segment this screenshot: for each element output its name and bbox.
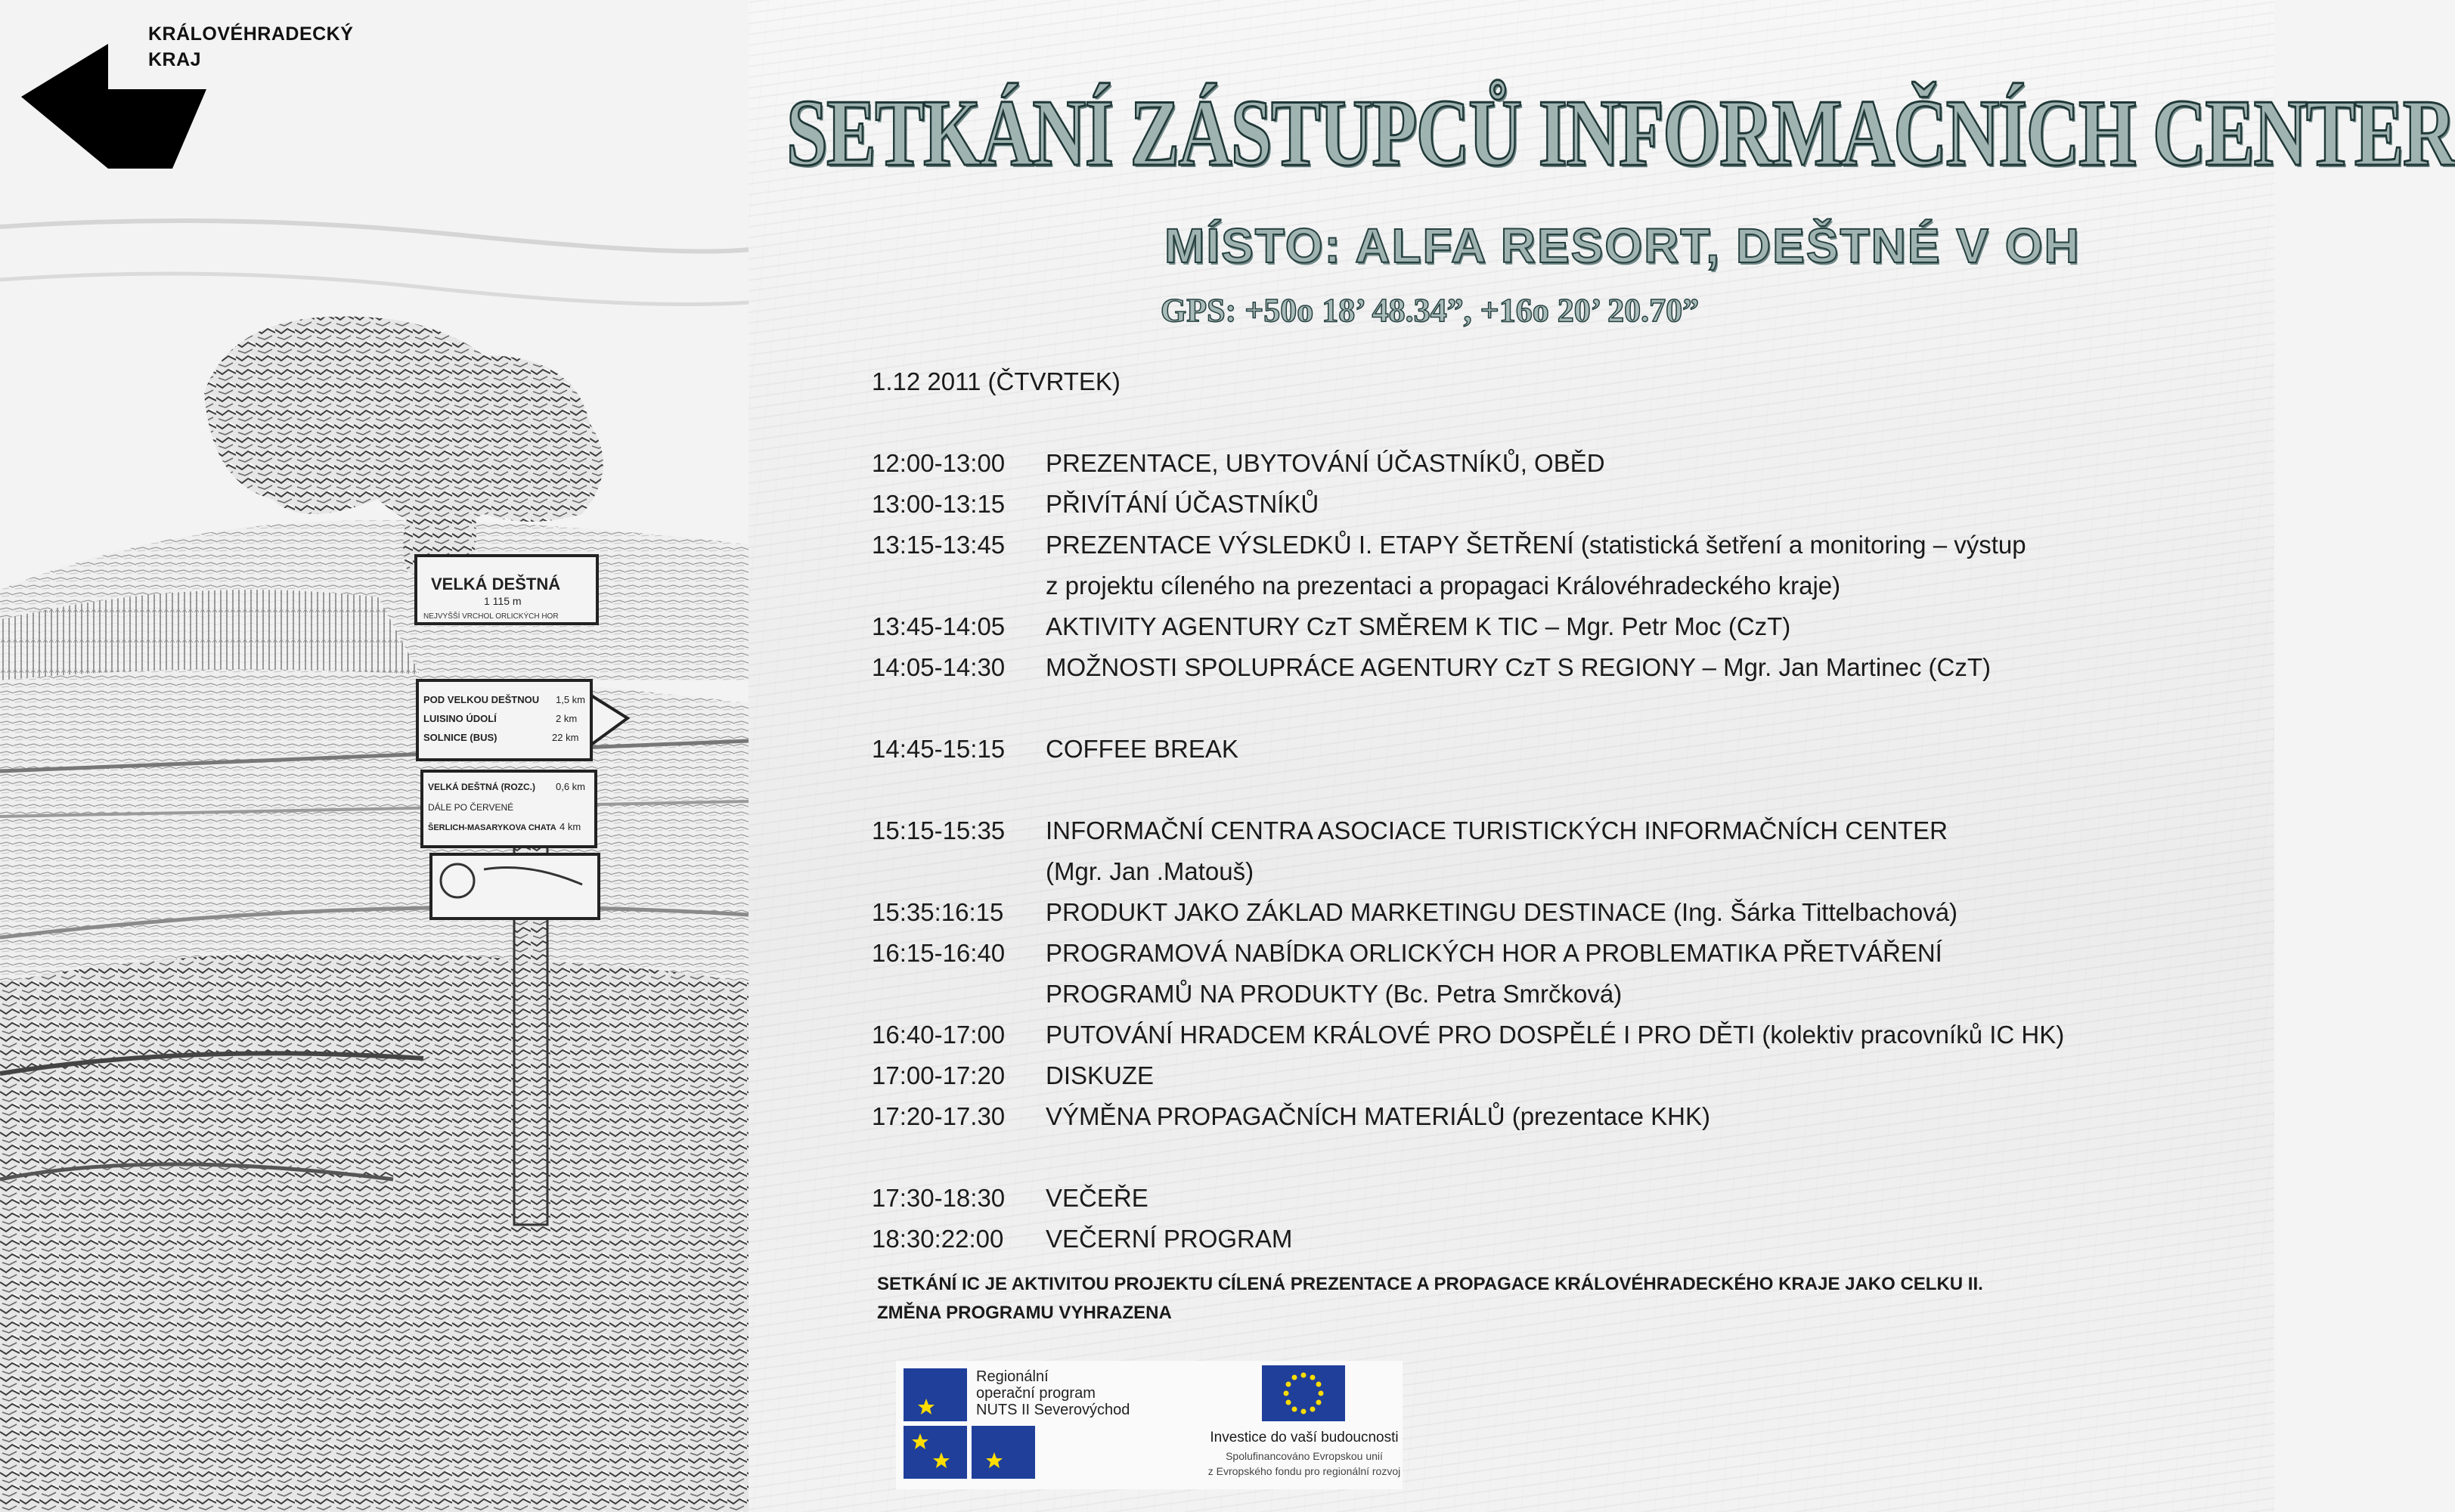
schedule-activity: PROGRAMŮ NA PRODUKTY (Bc. Petra Smrčková) bbox=[1046, 980, 1623, 1008]
trail-sign bbox=[416, 556, 628, 919]
star-icon bbox=[904, 1426, 967, 1479]
schedule-row bbox=[872, 1055, 2248, 1096]
schedule-activity: VEČEŘE bbox=[1046, 1184, 1148, 1212]
eu-cofin-line-2: z Evropského fondu pro regionální rozvoj bbox=[1207, 1465, 1401, 1477]
sign-dest-3: SOLNICE (BUS) bbox=[423, 732, 498, 743]
star-icon bbox=[904, 1368, 967, 1421]
embossed-photo bbox=[0, 0, 749, 1512]
schedule-time: 12:00-13:00 bbox=[872, 449, 1006, 477]
schedule-time: 17:30-18:30 bbox=[872, 1184, 1006, 1212]
schedule-activity: INFORMAČNÍ CENTRA ASOCIACE TURISTICKÝCH INFORMAČNÍCH CENTER bbox=[1046, 816, 1948, 844]
schedule-row bbox=[872, 729, 2248, 770]
schedule-row bbox=[872, 1015, 2248, 1055]
footer-line-1: SETKÁNÍ IC JE AKTIVITOU PROJEKTU CÍLENÁ PREZENTACE A PROPAGACE KRÁLOVÉHRADECKÉHO KRAJE JAKO CELKU II. bbox=[877, 1274, 1983, 1294]
eu-stars-icon bbox=[1262, 1365, 1345, 1421]
schedule-activity: COFFEE BREAK bbox=[1046, 735, 1238, 763]
eu-cofin-line-1: Spolufinancováno Evropskou unií bbox=[1226, 1450, 1383, 1462]
rop-text bbox=[976, 1368, 1130, 1418]
schedule-time: 16:15-16:40 bbox=[872, 939, 1006, 967]
rop-flag-cell bbox=[904, 1426, 967, 1479]
schedule-activity: DISKUZE bbox=[1046, 1061, 1155, 1089]
sign-dest-4: VELKÁ DEŠTNÁ (ROZC.) bbox=[428, 782, 535, 792]
eu-invest-text: Investice do vaší budoucnosti bbox=[1210, 1430, 1399, 1445]
sign-dest-6: ŠERLICH-MASARYKOVA CHATA bbox=[428, 823, 556, 832]
rop-flag-cell bbox=[972, 1426, 1035, 1479]
schedule-time: 13:45-14:05 bbox=[872, 612, 1006, 640]
schedule-activity: PŘIVÍTÁNÍ ÚČASTNÍKŮ bbox=[1046, 490, 1319, 518]
gps-coordinates: GPS: +50o 18’ 48.34”, +16o 20’ 20.70” bbox=[1161, 292, 1700, 329]
schedule-row bbox=[872, 1096, 2248, 1137]
rop-line-3: NUTS II Severovýchod bbox=[976, 1402, 1130, 1418]
schedule-activity: AKTIVITY AGENTURY CzT SMĚREM K TIC – Mgr. Petr Moc (CzT) bbox=[1046, 612, 1791, 640]
schedule-activity: PUTOVÁNÍ HRADCEM KRÁLOVÉ PRO DOSPĚLÉ I PRO DĚTI (kolektiv pracovníků IC HK) bbox=[1046, 1021, 2065, 1049]
rop-logo bbox=[904, 1368, 1130, 1482]
eu-invest-logo bbox=[1168, 1365, 1403, 1486]
sign-title: VELKÁ DEŠTNÁ bbox=[431, 575, 561, 593]
venue-title: MÍSTO: ALFA RESORT, DEŠTNÉ V OH bbox=[1164, 218, 2081, 273]
logo-line-1: KRÁLOVÉHRADECKÝ bbox=[148, 23, 354, 45]
schedule-row-continuation bbox=[872, 851, 2248, 892]
sign-dest-1-km: 1,5 km bbox=[556, 694, 586, 705]
sign-altitude: 1 115 m bbox=[484, 595, 522, 607]
schedule-time: 17:20-17.30 bbox=[872, 1102, 1006, 1130]
sign-dest-3-km: 22 km bbox=[552, 732, 579, 743]
eu-cofin-text bbox=[1168, 1448, 1440, 1479]
schedule-activity: (Mgr. Jan .Matouš) bbox=[1046, 857, 1254, 885]
schedule-activity: MOŽNOSTI SPOLUPRÁCE AGENTURY CzT S REGIONY – Mgr. Jan Martinec (CzT) bbox=[1046, 653, 1991, 681]
schedule-row bbox=[872, 484, 2248, 525]
schedule-time: 13:15-13:45 bbox=[872, 531, 1006, 559]
rop-line-2: operační program bbox=[976, 1385, 1096, 1402]
schedule-row bbox=[872, 933, 2248, 974]
sign-dest-1: POD VELKOU DEŠTNOU bbox=[423, 694, 540, 705]
schedule-activity: VÝMĚNA PROPAGAČNÍCH MATERIÁLŮ (prezentace KHK) bbox=[1046, 1102, 1710, 1130]
sign-dest-5: DÁLE PO ČERVENÉ bbox=[428, 802, 514, 813]
kralovehradecky-kraj-logo bbox=[21, 21, 377, 172]
schedule-activity: z projektu cíleného na prezentaci a propagaci Královéhradeckého kraje) bbox=[1046, 572, 1841, 600]
schedule-activity: PREZENTACE VÝSLEDKŮ I. ETAPY ŠETŘENÍ (statistická šetření a monitoring – výstup bbox=[1046, 531, 2026, 559]
sign-dest-2-km: 2 km bbox=[556, 713, 578, 724]
footer-note bbox=[877, 1270, 1983, 1328]
schedule-activity: PROGRAMOVÁ NABÍDKA ORLICKÝCH HOR A PROBLEMATIKA PŘETVÁŘENÍ bbox=[1046, 939, 1942, 967]
sign-dest-4-km: 0,6 km bbox=[556, 781, 586, 792]
schedule-activity: VEČERNÍ PROGRAM bbox=[1046, 1225, 1293, 1253]
star-icon bbox=[972, 1426, 1035, 1479]
event-date: 1.12 2011 (ČTVRTEK) bbox=[872, 367, 1121, 395]
schedule-time: 13:00-13:15 bbox=[872, 490, 1006, 518]
schedule-row bbox=[872, 1178, 2248, 1219]
schedule-row bbox=[872, 810, 2248, 851]
main-title: SETKÁNÍ ZÁSTUPCŮ INFORMAČNÍCH CENTER bbox=[786, 81, 2455, 186]
schedule-row bbox=[872, 525, 2248, 565]
rop-line-1: Regionální bbox=[976, 1368, 1049, 1385]
schedule-row bbox=[872, 647, 2248, 688]
schedule-time: 18:30:22:00 bbox=[872, 1225, 1004, 1253]
logo-line-2: KRAJ bbox=[148, 49, 202, 70]
schedule-row-continuation bbox=[872, 565, 2248, 606]
schedule-activity: PRODUKT JAKO ZÁKLAD MARKETINGU DESTINACE (Ing. Šárka Tittelbachová) bbox=[1046, 898, 1958, 926]
schedule-time: 15:35:16:15 bbox=[872, 898, 1004, 926]
sign-subtitle: NEJVYŠŠÍ VRCHOL ORLICKÝCH HOR bbox=[423, 612, 559, 621]
schedule-row bbox=[872, 1219, 2248, 1259]
schedule-time: 15:15-15:35 bbox=[872, 816, 1006, 844]
eu-funding-logos bbox=[896, 1361, 1403, 1489]
schedule-time: 17:00-17:20 bbox=[872, 1061, 1006, 1089]
schedule-activity: PREZENTACE, UBYTOVÁNÍ ÚČASTNÍKŮ, OBĚD bbox=[1046, 449, 1605, 477]
schedule-row bbox=[872, 443, 2248, 484]
rop-flag-cell bbox=[904, 1368, 967, 1421]
schedule-time: 14:45-15:15 bbox=[872, 735, 1006, 763]
sign-dest-6-km: 4 km bbox=[560, 821, 581, 832]
schedule bbox=[872, 443, 2248, 1259]
schedule-row-continuation bbox=[872, 974, 2248, 1015]
schedule-time: 16:40-17:00 bbox=[872, 1021, 1006, 1049]
footer-line-2: ZMĚNA PROGRAMU VYHRAZENA bbox=[877, 1303, 1172, 1323]
schedule-time: 14:05-14:30 bbox=[872, 653, 1006, 681]
sign-dest-2: LUISINO ÚDOLÍ bbox=[423, 713, 497, 724]
schedule-row bbox=[872, 892, 2248, 933]
schedule-row bbox=[872, 606, 2248, 647]
photo-illustration bbox=[0, 0, 749, 1512]
eu-flag bbox=[1262, 1365, 1345, 1421]
